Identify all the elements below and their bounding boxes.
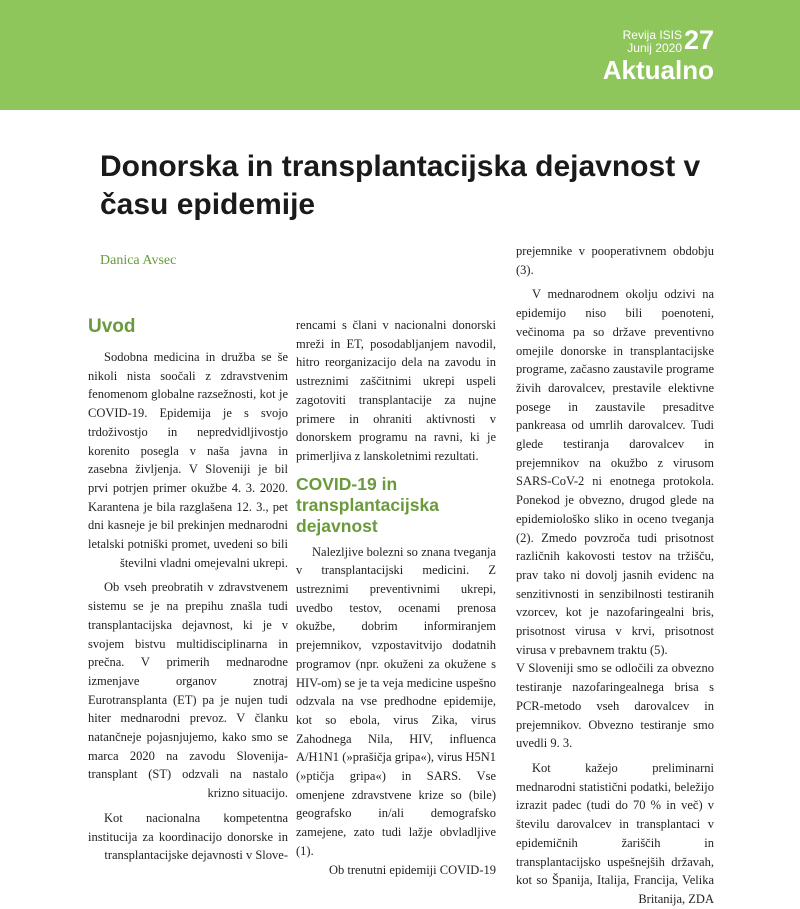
paragraph: Ob vseh preobratih v zdravstvenem sistemu se je na prepihu znašla tudi transplantacijska dejavnost, ki je v svojem bistvu multidisciplinarna in prečna. V primerih mednarodne izmenjave organov znotraj Eurotransplanta (ET) pa je nujen tudi hiter mednarodni prevoz. V članku natančneje pojasnjujemo, kako smo se marca 2020 na zavodu Slovenija-transplant (ST) odzvali na nastalo krizno situacijo. — [88, 580, 288, 801]
text-column-1 — [88, 316, 288, 865]
journal-info — [542, 29, 682, 54]
section-heading-covid: COVID-19 in transplantacijska dejavnost — [296, 473, 439, 536]
text-column-3 — [516, 242, 714, 909]
paragraph: Kot nacionalna kompetentna institucija za koordinacijo donorske in transplantacijske dejavnosti v Slove- — [88, 810, 288, 863]
article-title: Donorska in transplantacijska dejavnost v času epidemije — [100, 150, 701, 221]
text-column-2 — [296, 316, 496, 879]
header-banner — [0, 0, 800, 110]
page-number: 27 — [683, 25, 714, 55]
paragraph: V Sloveniji smo se odločili za obvezno testiranje nazofaringealnega brisa s PCR-metodo vseh darovalcev in prejemnikov. Obvezno testiranje smo uvedli 9. 3. — [516, 661, 714, 751]
paragraph: Sodobna medicina in družba se še nikoli nista soočali z zdravstvenim fenomenom globalne razsežnosti, kot je COVID-19. Epidemija je s svojo trdoživostjo in nepredvidljivostjo korenito posegla v naša javna in zasebna življenja. V Sloveniji je bil prvi potrjen primer okužbe 4. 3. 2020. Karantena je bila razglašena 12. 3., pet dni kasneje je bil prekinjen mednarodni letalski potniški promet, uvedeni so bili številni vladni omejevalni ukrepi. — [88, 350, 288, 570]
paragraph: V mednarodnem okolju odzivi na epidemijo niso bili poenoteni, večinoma pa so države preventivno omejile donorske in transplantacijske programe, začasno zaustavile programe živih darovalcev, prestavile elektivne posege in zaustavile presaditve pankreasa od umrlih darovalcev. Tudi glede testiranja darovalcev in prejemnikov na okužbo z virusom SARS-CoV-2 ni enotnega protokola. Ponekod je obvezno, drugod glede na epidemiološko sliko in oceno tveganja (2). Zmedo povzroča tudi prisotnost različnih kakovosti testov na tržišču, prav tako ni dovolj jasnih evidenc na senzitivnosti in senzibilnosti testiranih vzorcev, kot je nazofaringealni bris, prisotnost virusa v krvi, prisotnost virusa v prebavnem traktu (5). — [516, 287, 714, 657]
paragraph: Ob trenutni epidemiji COVID-19 — [329, 862, 496, 877]
article-author: Danica Avsec — [100, 253, 177, 268]
journal-name: Revija ISIS — [622, 28, 682, 42]
paragraph: rencami s člani v nacionalni donorski mreži in ET, posodabljanjem navodil, hitro reorganizacijo dela na zavodu in ustreznimi zaščitnimi ukrepi uspeli zagotoviti transplantacije za nujne primere in ohraniti aktivnosti v donorskem programu na ravni, ki je primerljiva z lanskoletnimi rezultati. — [296, 318, 496, 463]
paragraph: prejemnike v pooperativnem obdobju (3). — [516, 244, 714, 277]
paragraph: Kot kažejo preliminarni mednarodni statistični podatki, beležijo izrazit padec (tudi do 70 % in več) v številu darovalcev in transplantaci v epidemičnih žariščih in transplantacijsko uspešnejših državah, kot so Španija, Italija, Francija, Velika Britanija, ZDA — [516, 760, 714, 906]
section-heading-uvod: Uvod — [88, 316, 136, 337]
issue-date: Junij 2020 — [627, 40, 682, 55]
paragraph: Nalezljive bolezni so znana tveganja v transplantacijski medicini. Z ustreznimi preventivnimi ukrepi, uvedbo testov, ocenami prenosa okužbe, dobrim informiranjem prejemnikov, vzpostavitvijo dodatnih programov (npr. okuženi za okužene s HIV-om) se je ta veja medicine uspešno odzvala na vse predhodne epidemije, kot so ebola, virus Zika, virus Zahodnega Nila, HIV, influenca A/H1N1 (»prašičja gripa«), virus H5N1 (»ptičja gripa«) in SARS. Vse omenjene zdravstvene krize so (bile) geografsko in/ali demografsko zamejene, zato tudi lažje obvladljive (1). — [296, 544, 496, 858]
section-title: Aktualno — [602, 55, 714, 85]
